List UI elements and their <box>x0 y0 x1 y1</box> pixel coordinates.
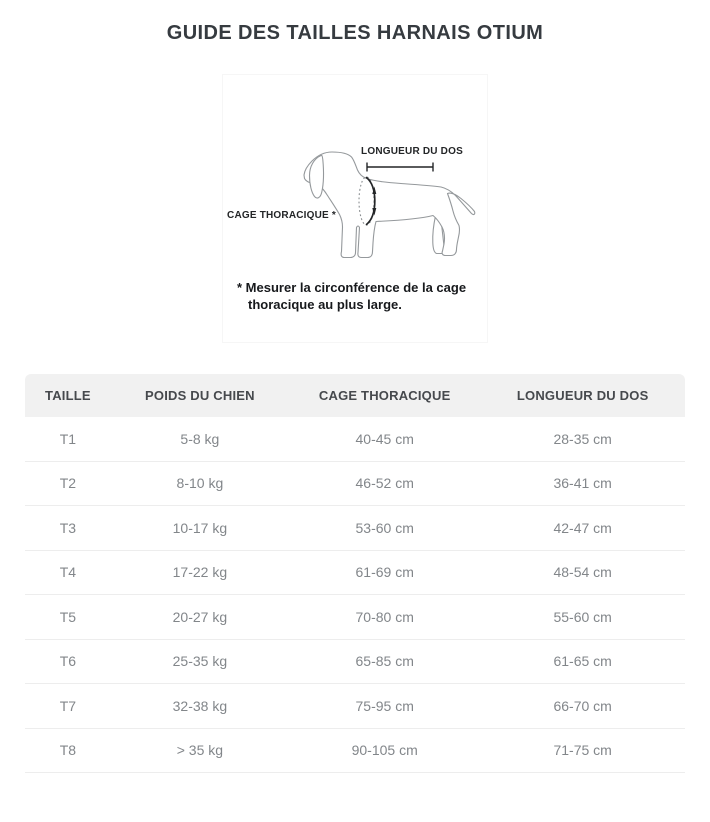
header-cell-back: LONGUEUR DU DOS <box>516 388 649 403</box>
header-cell-chest: CAGE THORACIQUE <box>318 388 451 403</box>
cell-weight: 5-8 kg <box>180 430 220 447</box>
cell-weight: 25-35 kg <box>172 653 228 670</box>
cell-chest: 61-69 cm <box>355 564 414 581</box>
back-length-label: LONGUEUR DU DOS <box>361 146 463 157</box>
page-title: GUIDE DES TAILLES HARNAIS OTIUM <box>166 22 544 44</box>
table-row <box>25 462 685 507</box>
cell-chest: 65-85 cm <box>355 653 414 670</box>
cell-chest: 46-52 cm <box>355 475 414 492</box>
header-cell-weight: POIDS DU CHIEN <box>145 388 255 403</box>
table-body <box>25 417 685 773</box>
cell-back: 28-35 cm <box>553 430 612 447</box>
cell-size: T3 <box>59 519 77 536</box>
table-row <box>25 729 685 774</box>
measure-note-line1: * Mesurer la circonférence de la cage <box>237 280 467 295</box>
size-guide-card <box>222 74 488 343</box>
cell-size: T6 <box>59 653 77 670</box>
cell-back: 66-70 cm <box>553 697 612 714</box>
table-row <box>25 551 685 596</box>
cell-back: 55-60 cm <box>553 608 612 625</box>
cell-size: T1 <box>59 430 77 447</box>
cell-size: T8 <box>59 742 77 759</box>
cell-back: 36-41 cm <box>553 475 612 492</box>
table-row <box>25 684 685 729</box>
cell-weight: 8-10 kg <box>176 475 224 492</box>
cell-chest: 53-60 cm <box>355 519 414 536</box>
cell-chest: 40-45 cm <box>355 430 414 447</box>
table-row <box>25 506 685 551</box>
table-row <box>25 640 685 685</box>
cell-weight: 10-17 kg <box>172 519 228 536</box>
dog-measurement-diagram <box>223 75 487 267</box>
measure-note-line2: thoracique au plus large. <box>248 297 402 312</box>
table-header <box>25 374 685 417</box>
cell-back: 61-65 cm <box>553 653 612 670</box>
cell-back: 42-47 cm <box>553 519 612 536</box>
cell-size: T2 <box>59 475 77 492</box>
table-row <box>25 595 685 640</box>
back-length-measure-line <box>367 163 433 172</box>
cell-chest: 75-95 cm <box>355 697 414 714</box>
cell-size: T4 <box>59 564 77 581</box>
chest-label: CAGE THORACIQUE * <box>227 210 336 221</box>
cell-weight: 32-38 kg <box>172 697 228 714</box>
size-table <box>25 374 685 773</box>
cell-back: 48-54 cm <box>553 564 612 581</box>
cell-back: 71-75 cm <box>553 742 612 759</box>
cell-chest: 90-105 cm <box>351 742 418 759</box>
cell-weight: 20-27 kg <box>172 608 228 625</box>
header-cell-size: TAILLE <box>45 388 91 403</box>
cell-weight: 17-22 kg <box>172 564 228 581</box>
cell-chest: 70-80 cm <box>355 608 414 625</box>
measure-note <box>237 279 487 313</box>
table-row <box>25 417 685 462</box>
cell-weight: > 35 kg <box>176 742 224 759</box>
cell-size: T5 <box>59 608 77 625</box>
dog-outline-illustration <box>304 152 475 258</box>
cell-size: T7 <box>59 697 77 714</box>
